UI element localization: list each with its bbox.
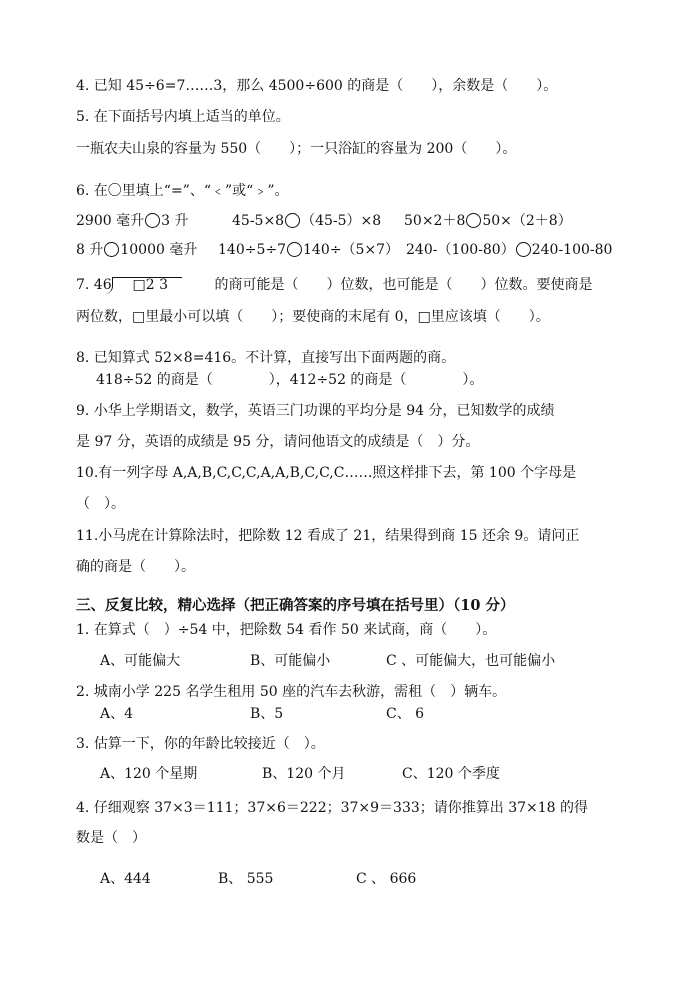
q7-text: 的商可能是（ ）位数，也可能是（ ）位数。要使商是 xyxy=(214,277,593,293)
question-6: 6. 在〇里填上“=”、“﹤”或“﹥”。 xyxy=(76,183,289,199)
question-4: 4. 已知 45÷6=7……3，那么 4500÷600 的商是（ ），余数是（ ）。 xyxy=(76,78,558,94)
compare-circle[interactable] xyxy=(287,242,302,257)
q6-item-5-right: 140÷（5×7） xyxy=(303,242,399,258)
question-8: 8. 已知算式 52×8=416。不计算，直接写出下面两题的商。 xyxy=(76,350,456,366)
section-3-heading: 三、反复比较，精心选择（把正确答案的序号填在括号里）（10 分） xyxy=(76,597,515,614)
q6-item-4-right: 10000 毫升 xyxy=(120,242,198,258)
question-7 xyxy=(76,275,592,295)
choice-4-option-b[interactable]: B、 555 xyxy=(218,871,274,887)
question-11-line-2: 确的商是（ ）。 xyxy=(76,559,195,575)
q6-item-5-left: 140÷5÷7 xyxy=(218,242,286,258)
q7-dividend: □2 3 xyxy=(132,277,169,293)
division-bar xyxy=(112,277,182,278)
choice-2-option-a[interactable]: A、4 xyxy=(100,706,134,722)
choice-question-1: 1. 在算式（ ）÷54 中，把除数 54 看作 50 来试商，商（ ）。 xyxy=(76,622,497,638)
q6-item-4 xyxy=(76,240,197,260)
question-5-line: 一瓶农夫山泉的容量为 550（ ）；一只浴缸的容量为 200（ ）。 xyxy=(76,141,517,157)
q6-item-3-right: 50×（2＋8） xyxy=(482,213,572,229)
q6-item-4-left: 8 升 xyxy=(76,242,104,258)
choice-4-option-a[interactable]: A、444 xyxy=(100,871,151,887)
choice-question-3: 3. 估算一下，你的年龄比较接近（ ）。 xyxy=(76,736,325,752)
compare-circle[interactable] xyxy=(104,242,119,257)
q6-item-5 xyxy=(218,240,399,260)
choice-question-2: 2. 城南小学 225 名学生租用 50 座的汽车去秋游，需租（ ）辆车。 xyxy=(76,684,507,700)
q6-item-2-left: 45-5×8 xyxy=(232,213,285,229)
question-5: 5. 在下面括号内填上适当的单位。 xyxy=(76,109,290,125)
question-10: 10.有一列字母 A,A,B,C,C,C,A,A,B,C,C,C……照这样排下去，第 100 个字母是 xyxy=(76,465,577,481)
choice-1-option-a[interactable]: A、可能偏大 xyxy=(100,653,181,669)
long-division xyxy=(76,275,214,295)
choice-3-option-a[interactable]: A、120 个星期 xyxy=(100,766,198,782)
choice-2-option-c[interactable]: C、 6 xyxy=(386,706,425,722)
compare-circle[interactable] xyxy=(516,242,531,257)
q7-divisor: 7. 46 xyxy=(76,277,112,293)
choice-3-option-b[interactable]: B、120 个月 xyxy=(262,766,346,782)
q6-item-6 xyxy=(406,240,612,260)
choice-3-option-c[interactable]: C、120 个季度 xyxy=(402,766,500,782)
q6-item-6-left: 240-（100-80） xyxy=(406,242,515,258)
question-9: 9. 小华上学期语文，数学，英语三门功课的平均分是 94 分，已知数学的成绩 xyxy=(76,403,555,419)
choice-question-4: 4. 仔细观察 37×3＝111；37×6＝222；37×9＝333；请你推算出 37×18 的得 xyxy=(76,800,589,816)
q6-item-3-left: 50×2＋8 xyxy=(404,213,466,229)
question-7-line-2: 两位数，□里最小可以填（ ）；要使商的末尾有 0，□里应该填（ ）。 xyxy=(76,309,550,325)
choice-question-4-line-2: 数是（ ） xyxy=(76,830,146,846)
q6-item-1-left: 2900 毫升 xyxy=(76,213,145,229)
choice-4-option-c[interactable]: C 、 666 xyxy=(356,871,417,887)
division-bracket-icon xyxy=(104,278,113,294)
question-9-line-2: 是 97 分，英语的成绩是 95 分，请问他语文的成绩是（ ）分。 xyxy=(76,434,480,450)
choice-2-option-b[interactable]: B、5 xyxy=(250,706,284,722)
choice-1-option-c[interactable]: C 、可能偏大，也可能偏小 xyxy=(386,653,556,669)
q6-item-2 xyxy=(232,211,381,231)
q6-item-1 xyxy=(76,211,188,231)
choice-1-option-b[interactable]: B、可能偏小 xyxy=(250,653,331,669)
question-10-line-2: （ ）。 xyxy=(76,496,125,512)
compare-circle[interactable] xyxy=(466,213,481,228)
question-8-line-2: 418÷52 的商是（ ），412÷52 的商是（ ）。 xyxy=(96,372,484,388)
question-11: 11.小马虎在计算除法时，把除数 12 看成了 21，结果得到商 15 还余 9。请问正 xyxy=(76,528,580,544)
compare-circle[interactable] xyxy=(285,213,300,228)
q6-item-2-right: （45-5）×8 xyxy=(301,213,382,229)
q6-item-3 xyxy=(404,211,572,231)
q6-item-1-right: 3 升 xyxy=(161,213,189,229)
q6-item-6-right: 240-100-80 xyxy=(531,242,613,258)
compare-circle[interactable] xyxy=(145,213,160,228)
